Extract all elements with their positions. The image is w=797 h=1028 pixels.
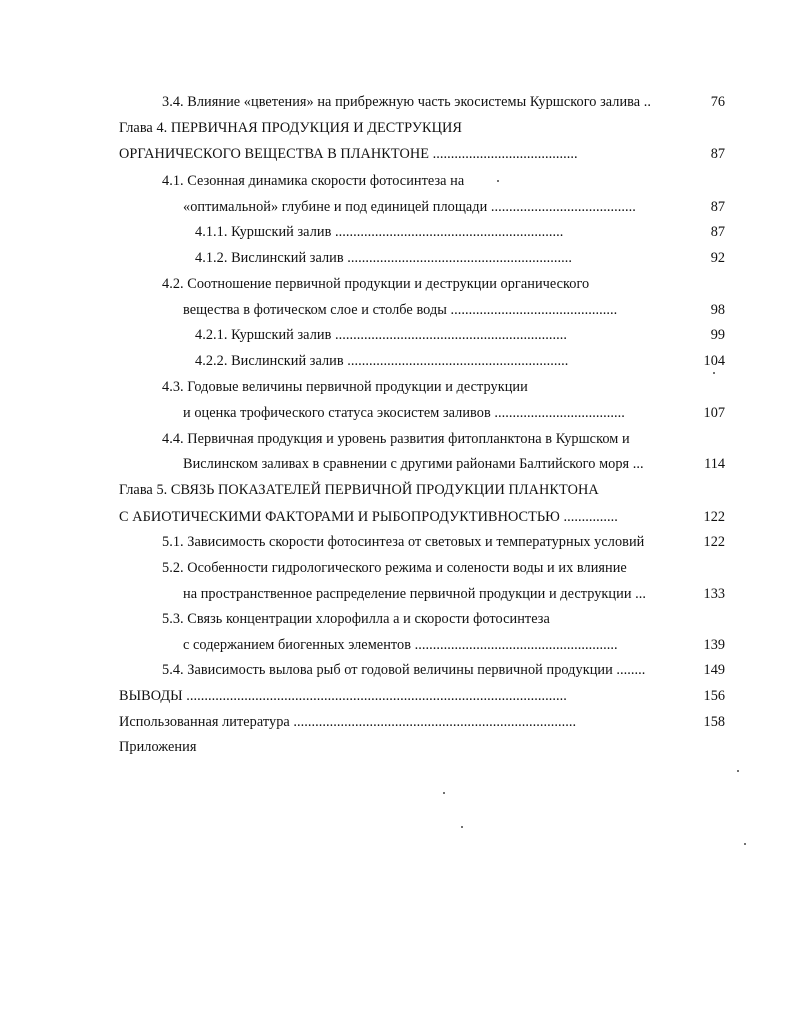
toc-page-5-2: 133: [703, 586, 725, 602]
toc-page-4-2-1: 99: [710, 327, 725, 343]
toc-references: Использованная литература ..............................................................................: [119, 714, 577, 730]
toc-entry-5-3: 5.3. Связь концентрации хлорофилла а и скорости фотосинтеза: [162, 611, 550, 627]
toc-entry-5-4: 5.4. Зависимость вылова рыб от годовой величины первичной продукции ........: [162, 662, 646, 678]
toc-page-4-1-2: 92: [710, 250, 725, 266]
toc-page-4-3: 107: [703, 405, 725, 421]
toc-entry-4-1-cont: «оптимальной» глубине и под единицей площади ........................................: [183, 199, 636, 215]
toc-conclusions: ВЫВОДЫ .........................................................................................................: [119, 688, 567, 704]
toc-entry-4-1-1: 4.1.1. Куршский залив ...............................................................: [195, 224, 564, 240]
toc-entry-4-4: 4.4. Первичная продукция и уровень развития фитопланктона в Куршском и: [162, 431, 630, 447]
toc-page-chapter-5: 122: [703, 509, 725, 525]
toc-entry-4-2-1: 4.2.1. Куршский залив ................................................................: [195, 327, 567, 343]
toc-page-3-4: 76: [710, 94, 725, 110]
scan-speck: [497, 180, 499, 182]
toc-chapter-4-title: Глава 4. ПЕРВИЧНАЯ ПРОДУКЦИЯ И ДЕСТРУКЦИЯ: [119, 120, 462, 136]
toc-page-chapter-4: 87: [710, 146, 725, 162]
scan-speck: [461, 826, 463, 828]
toc-entry-4-2-cont: вещества в фотическом слое и столбе воды ..............................................: [183, 302, 618, 318]
toc-chapter-5-title-cont: С АБИОТИЧЕСКИМИ ФАКТОРАМИ И РЫБОПРОДУКТИВНОСТЬЮ ...............: [119, 509, 618, 525]
toc-page-4-2-2: 104: [703, 353, 725, 369]
scan-speck: [744, 843, 746, 845]
toc-entry-5-2-cont: на пространственное распределение первичной продукции и деструкции ...: [183, 586, 647, 602]
toc-entry-4-2-2: 4.2.2. Вислинский залив .............................................................: [195, 353, 569, 369]
scan-speck: [737, 770, 739, 772]
toc-page-4-4: 114: [704, 456, 725, 472]
toc-chapter-5-title: Глава 5. СВЯЗЬ ПОКАЗАТЕЛЕЙ ПЕРВИЧНОЙ ПРОДУКЦИИ ПЛАНКТОНА: [119, 482, 599, 498]
toc-entry-5-2: 5.2. Особенности гидрологического режима и солености воды и их влияние: [162, 560, 627, 576]
toc-page-5-4: 149: [703, 662, 725, 678]
toc-entry-4-1-2: 4.1.2. Вислинский залив ..............................................................: [195, 250, 573, 266]
toc-page-5-1: 122: [703, 534, 725, 550]
toc-entry-4-4-cont: Вислинском заливах в сравнении с другими районами Балтийского моря ...: [183, 456, 644, 472]
toc-page-conclusions: 156: [703, 688, 725, 704]
toc-page-5-3: 139: [703, 637, 725, 653]
scan-speck: [713, 372, 715, 374]
toc-page-4-1: 87: [710, 199, 725, 215]
toc-chapter-4-title-cont: ОРГАНИЧЕСКОГО ВЕЩЕСТВА В ПЛАНКТОНЕ ........................................: [119, 146, 578, 162]
toc-entry-4-3: 4.3. Годовые величины первичной продукции и деструкции: [162, 379, 528, 395]
toc-entry-5-1: 5.1. Зависимость скорости фотосинтеза от световых и температурных условий: [162, 534, 645, 550]
scan-speck: [443, 792, 445, 794]
toc-page-4-2: 98: [710, 302, 725, 318]
toc-page-references: 158: [703, 714, 725, 730]
toc-entry-5-3-cont: с содержанием биогенных элементов ........................................................: [183, 637, 618, 653]
toc-appendices: Приложения: [119, 739, 197, 755]
toc-entry-4-3-cont: и оценка трофического статуса экосистем заливов ....................................: [183, 405, 625, 421]
toc-entry-4-2: 4.2. Соотношение первичной продукции и деструкции органического: [162, 276, 590, 292]
toc-entry-3-4: 3.4. Влияние «цветения» на прибрежную часть экосистемы Куршского залива ..: [162, 94, 652, 110]
toc-entry-4-1: 4.1. Сезонная динамика скорости фотосинтеза на: [162, 173, 465, 189]
toc-page-4-1-1: 87: [710, 224, 725, 240]
